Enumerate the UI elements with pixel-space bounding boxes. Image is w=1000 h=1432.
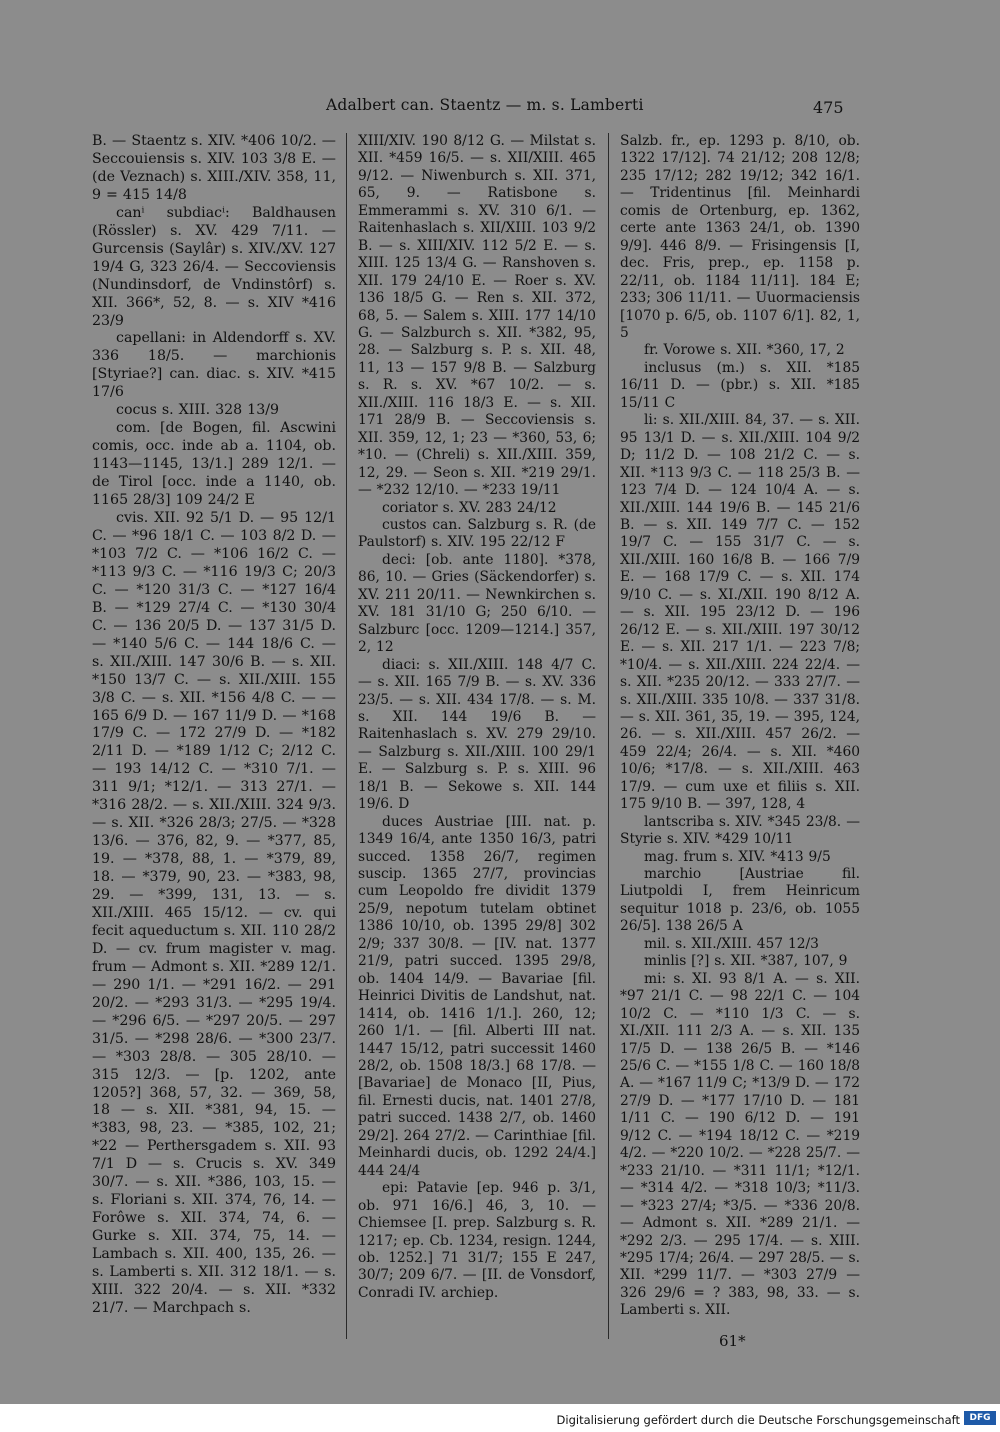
index-entry: Salzb. fr., ep. 1293 p. 8/10, ob. 1322 17/12]. 74 21/12; 208 12/8; 235 17/12; 282 19/12; 342 16/1. — Tridentinus [fil. Meinhardi comis de Ortenburg, ep. 1362, certe ante 1363 24/1, ob. 1390 9/9]. 446 8/9. — Frisingensis [I, dec. Fris, prep., ep. 1158 p. 22/11, ob. 1184 11/11]. 184 E; 233; 306 11/11. — Uuormaciensis [1070 p. 6/5, ob. 1107 6/1]. 82, 1, 5 xyxy=(620,133,860,341)
signature-mark: 61* xyxy=(719,1332,746,1350)
index-entry: cocus s. XIII. 328 13/9 xyxy=(116,402,280,419)
running-head: Adalbert can. Staentz — m. s. Lamberti xyxy=(326,96,644,114)
index-entry: li: s. XII./XIII. 84, 37. — s. XII. 95 13/1 D. — s. XII./XIII. 104 9/2 D; 11/2 D. — 108 21/2 C. — s. XII. *113 9/3 C. — 118 25/3 B. — 123 7/4 D. — 124 10/4 A. — s. XII./XIII. 144 19/6 B. — 145 21/6 B. — s. XII. 149 7/7 C. — 152 19/7 C. — 155 31/7 C. — s. XII./XIII. 160 16/8 B. — 166 7/9 E. — 168 17/9 C. — s. XII. 174 9/10 C. — s. XI./XII. 190 8/12 A. — s. XII. 195 23/12 D. — 196 26/12 E. — s. XII./XIII. 197 30/12 E. — s. XII. 217 1/1. — 223 7/8; *10/4. — s. XII./XIII. 224 22/4. — s. XII. *235 20/12. — 333 27/7. — s. XII./XIII. 335 10/8. — 337 31/8. — s. XII. 361, 35, 19. — 395, 124, 26. — s. XII./XIII. 457 26/2. — 459 22/4; 26/4. — s. XII. *460 10/6; *17/8. — s. XII./XIII. 463 17/9. — cum uxe et filiis s. XII. 175 9/10 B. — 397, 128, 4 xyxy=(620,412,860,813)
index-entry: mag. frum s. XIV. *413 9/5 xyxy=(644,848,831,865)
funding-credit: Digitalisierung gefördert durch die Deutsche Forschungsgemeinschaft xyxy=(556,1413,960,1427)
index-entry: mil. s. XII./XIII. 457 12/3 xyxy=(644,935,819,952)
index-entry: coriator s. XV. 283 24/12 xyxy=(382,499,557,516)
index-entry: mi: s. XI. 93 8/1 A. — s. XII. *97 21/1 C. — 98 22/1 C. — 104 10/2 C. — *110 1/3 C. — s. XI./XII. 111 2/3 A. — s. XII. 135 17/5 D. — 138 26/5 B. — *146 25/6 C. — *155 1/8 C. — 160 18/8 A. — *167 11/9 C; *13/9 D. — 172 27/9 D. — *177 17/10 D. — 181 1/11 C. — 190 6/12 D. — 191 9/12 C. — *194 18/12 C. — *219 4/2. — *220 10/2. — *228 25/7. — *233 21/10. — *311 11/1; *12/1. — *314 4/2. — *318 10/3; *11/3. — *323 27/4; *3/5. — *336 20/8. — Admont s. XII. *289 21/1. — *292 2/3. — 295 17/4. — s. XIII. *295 17/4; 26/4. — 297 28/5. — s. XII. *299 11/7. — *303 27/9 — 326 29/6 = ? 383, 98, 33. — s. Lamberti s. XII. xyxy=(620,970,860,1319)
page-number: 475 xyxy=(813,98,844,117)
index-entry: cvis. XII. 92 5/1 D. — 95 12/1 C. — *96 18/1 C. — 103 8/2 D. — *103 7/2 C. — *106 16/2 C. — *113 9/3 C. — *116 19/3 C; 20/3 C. — *120 31/3 C. — *127 16/4 B. — *129 27/4 C. — *130 30/4 C. — 136 20/5 D. — 137 31/5 D. — *140 5/6 C. — 144 18/6 C. — s. XII./XIII. 147 30/6 B. — s. XII. *150 13/7 C. — s. XII./XIII. 155 3/8 C. — s. XII. *156 4/8 C. — — 165 6/9 D. — 167 11/9 D. — *168 17/9 C. — 172 27/9 D. — *182 2/11 D. — *189 1/12 C; 2/12 C. — 193 14/12 C. — *310 7/1. — 311 9/1; *12/1. — 313 27/1. — *316 28/2. — s. XII./XIII. 324 9/3. — s. XII. *326 28/3; 27/5. — *328 13/6. — 376, 82, 9. — *377, 85, 19. — *378, 88, 1. — *379, 89, 18. — *379, 90, 23. — *383, 98, 29. — *399, 131, 13. — s. XII./XIII. 465 15/12. — cv. qui fecit aqueductum s. XII. 110 28/2 D. — cv. frum magister v. mag. frum — Admont s. XII. *289 12/1. — 290 1/1. — *291 16/2. — 291 20/2. — *293 31/3. — *295 19/4. — *296 6/5. — *297 20/5. — 297 31/5. — *298 28/6. — *300 23/7. — *303 28/8. — 305 28/10. — 315 12/3. — [p. 1202, ante 1205?] 368, 57, 32. — 369, 58, 18 — s. XII. *381, 94, 15. — *383, 98, 23. — *385, 102, 21; *22 — Perthersgadem s. XII. 93 7/1 D — s. Crucis s. XV. 349 30/7. — s. XII. *386, 103, 15. — s. Floriani s. XII. 374, 76, 14. — Forôwe s. XII. 374, 74, 6. — Gurke s. XII. 374, 75, 14. — Lambach s. XII. 400, 135, 26. — s. Lamberti s. XII. 312 18/1. — s. XIII. 322 20/4. — s. XII. *332 21/7. — Marchpach s. xyxy=(92,510,336,1316)
dfg-logo: DFG xyxy=(964,1411,996,1425)
index-entry: minlis [?] s. XII. *387, 107, 9 xyxy=(644,953,848,970)
index-entry: com. [de Bogen, fil. Ascwini comis, occ. inde ab a. 1104, ob. 1143—1145, 13/1.] 289 12/1. — de Tirol [occ. inde a 1140, ob. 1165 28/3] 109 24/2 E xyxy=(92,420,336,509)
index-entry: fr. Vorowe s. XII. *360, 17, 2 xyxy=(644,342,845,359)
index-entry: B. — Staentz s. XIV. *406 10/2. — Seccouiensis s. XIV. 103 3/8 E. — (de Veznach) s. XIII./XIV. 358, 11, 9 = 415 14/8 xyxy=(92,133,336,203)
column-left xyxy=(92,133,336,1318)
index-entry: custos can. Salzburg s. R. (de Paulstorf) s. XIV. 195 22/12 F xyxy=(358,516,596,551)
index-entry: epi: Patavie [ep. 946 p. 3/1, ob. 971 16/6.] 46, 3, 10. — Chiemsee [I. prep. Salzburg s. R. 1217; ep. Cb. 1234, resign. 1244, ob. 1252.] 71 31/7; 155 E 247, 30/7; 209 6/7. — [II. de Vonsdorf, Conradi IV. archiep. xyxy=(358,1180,596,1301)
column-divider xyxy=(608,133,609,1339)
column-divider xyxy=(346,133,347,1339)
index-entry: duces Austriae [III. nat. p. 1349 16/4, ante 1350 16/3, patri succed. 1358 26/7, regimen suscip. 1365 27/7, provincias cum Leopoldo fre dividit 1379 25/9, nepotum tutelam obtinet 1386 10/10, ob. 1395 29/8] 302 2/9; 337 30/8. — [IV. nat. 1377 21/9, patri succed. 1395 29/8, ob. 1404 14/9. — Bavariae [fil. Heinrici Divitis de Landshut, nat. 1414, ob. 1416 1/1.]. 260, 12; 260 1/1. — [fil. Alberti III nat. 1447 15/12, patri successit 1460 28/2, ob. 1508 18/3.] 68 17/8. — [Bavariae] de Monaco [II, Pius, fil. Ernesti ducis, nat. 1401 27/8, patri succed. 1438 2/7, ob. 1460 29/2]. 264 27/2. — Carinthiae [fil. Meinhardi ducis, ob. 1292 24/4.] 444 24/4 xyxy=(358,813,596,1179)
index-entry: diaci: s. XII./XIII. 148 4/7 C. — s. XII. 165 7/9 B. — s. XV. 336 23/5. — s. XII. 434 17/8. — s. M. s. XII. 144 19/6 B. — Raitenhaslach s. XV. 279 29/10. — Salzburg s. XII./XIII. 100 29/1 E. — Salzburg s. P. s. XIII. 96 18/1 B. — Sekowe s. XII. 144 19/6. D xyxy=(358,656,596,813)
index-entry: XIII/XIV. 190 8/12 G. — Milstat s. XII. *459 16/5. — s. XII/XIII. 465 9/12. — Niwenburch s. XII. 371, 65, 9. — Ratisbone s. Emmerammi s. XV. 310 6/1. — Raitenhaslach s. XII/XIII. 103 9/2 B. — s. XIII/XIV. 112 5/2 E. — s. XIII. 125 13/4 G. — Ranshoven s. XII. 179 24/10 E. — Roer s. XV. 136 18/5 G. — Ren s. XII. 372, 68, 5. — Salem s. XIII. 177 14/10 G. — Salzburch s. XII. *382, 95, 28. — Salzburg s. P. s. XII. 48, 11, 13 — 157 9/8 B. — Salzburg s. R. s. XV. *67 10/2. — s. XII./XIII. 116 18/3 E. — s. XII. 171 28/9 B. — Seccoviensis s. XII. 359, 12, 1; 23 — *360, 53, 6; *10. — (Chreli) s. XII./XIII. 359, 12, 29. — Seon s. XII. *219 29/1. — *232 12/10. — *233 19/11 xyxy=(358,133,596,499)
index-entry: capellani: in Aldendorff s. XV. 336 18/5. — marchionis [Styriae?] can. diac. s. XIV. *415 17/6 xyxy=(92,330,336,401)
page-header xyxy=(0,96,1000,120)
index-entry: lantscriba s. XIV. *345 23/8. — Styrie s. XIV. *429 10/11 xyxy=(620,813,860,848)
index-entry: canⁱ subdiacⁱ: Baldhausen (Rössler) s. XV. 429 7/11. — Gurcensis (Saylâr) s. XIV./XV. 127 19/4 G, 323 26/4. — Seccoviensis (Nundinsdorf, de Vndinstôrf) s. XII. 366*, 52, 8. — s. XIV *416 23/9 xyxy=(92,204,336,329)
column-right xyxy=(620,133,860,1320)
index-entry: inclusus (m.) s. XII. *185 16/11 D. — (pbr.) s. XII. *185 15/11 C xyxy=(620,359,860,411)
index-entry: marchio [Austriae fil. Liutpoldi I, frem Heinricum sequitur 1018 p. 23/6, ob. 1055 26/5]. 138 26/5 A xyxy=(620,866,860,935)
index-entry: deci: [ob. ante 1180]. *378, 86, 10. — Gries (Säckendorfer) s. XV. 211 20/11. — Newnkirchen s. XV. 181 31/10 G; 250 6/10. — Salzburc [occ. 1209—1214.] 357, 2, 12 xyxy=(358,551,596,656)
footer-bar xyxy=(0,1404,1000,1432)
column-middle xyxy=(358,133,596,1302)
